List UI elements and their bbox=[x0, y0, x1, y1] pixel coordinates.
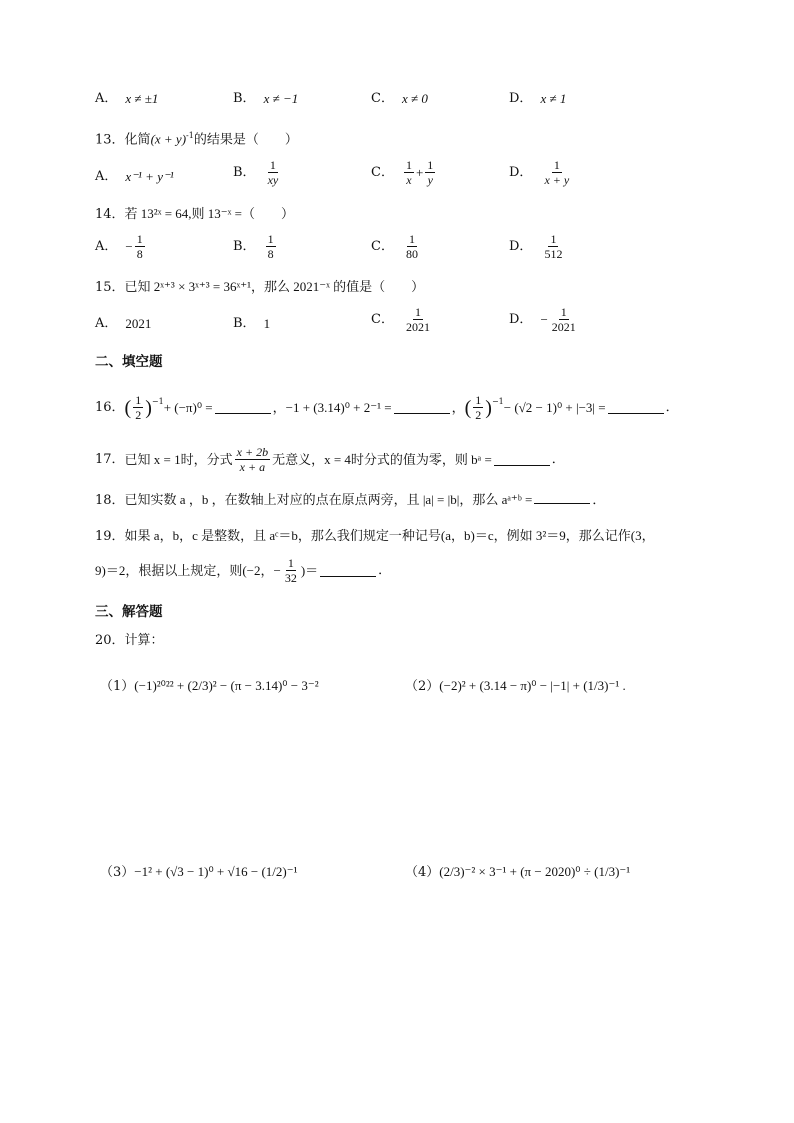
q14-stem: 14．若 13²ˣ = 64,则 13⁻ˣ =（ ） bbox=[95, 206, 294, 222]
q15-options bbox=[95, 305, 715, 341]
q14-option-c[interactable]: C． $\frac{1}{80}$ bbox=[371, 232, 418, 261]
q15-stem: 15．已知 2ˣ⁺³ × 3ˣ⁺³ = 36ˣ⁺¹，那么 2021⁻ˣ 的值是（ ） bbox=[95, 279, 425, 295]
q18: 18．已知实数 a ，b ，在数轴上对应的点在原点两旁，且 |a| = |b|，那么 aᵃ⁺ᵇ = ． bbox=[95, 492, 606, 508]
section-title-fill-in: 二、填空题 bbox=[95, 354, 163, 370]
q12-option-a[interactable]: A． x ≠ ±1 bbox=[95, 91, 159, 106]
q15-option-c[interactable]: C． $\frac{1}{2021}$ bbox=[371, 305, 430, 334]
fraction: $\frac{1}{2021}$ bbox=[551, 305, 576, 334]
fraction: $\frac{1}{2}$ bbox=[475, 393, 482, 422]
q16: 16． ( $\frac{1}{2}$ ) $^{-1}$ + (−π)⁰ = ，−1 + (3.14)⁰ + 2⁻¹ = ， ( $\frac{1}{2}$ ) $^{-1}$ − (√2 − 1)⁰ + |−3| = ． bbox=[95, 393, 679, 422]
q20-part4: （4）(2/3)⁻² × 3⁻¹ + (π − 2020)⁰ ÷ (1/3)⁻¹ bbox=[405, 864, 631, 880]
fraction: $\frac{1}{x}$ bbox=[405, 158, 412, 187]
q15-option-b[interactable]: B． 1 bbox=[233, 316, 271, 331]
q20-stem: 20．计算： bbox=[95, 633, 164, 648]
q13-stem: 13．化简$(x + y)^{-1}$的结果是（ ） bbox=[95, 131, 298, 148]
q15-option-d[interactable]: D． − $\frac{1}{2021}$ bbox=[509, 305, 576, 334]
q12-options bbox=[95, 90, 715, 126]
q14-option-a[interactable]: A． − $\frac{1}{8}$ bbox=[95, 232, 143, 261]
answer-blank[interactable] bbox=[608, 401, 664, 414]
fraction: $\frac{1}{8}$ bbox=[136, 232, 143, 261]
answer-blank[interactable] bbox=[494, 453, 550, 466]
q13-option-d[interactable]: D． $\frac{1}{x + y}$ bbox=[509, 158, 570, 187]
q15-option-a[interactable]: A． 2021 bbox=[95, 316, 152, 331]
q13-option-a[interactable]: A． x⁻¹ + y⁻¹ bbox=[95, 169, 174, 184]
fraction: $\frac{1}{2}$ bbox=[135, 393, 142, 422]
section-title-solve: 三、解答题 bbox=[95, 604, 163, 620]
q12-option-d[interactable]: D． x ≠ 1 bbox=[509, 91, 567, 106]
q12-option-b[interactable]: B． x ≠ −1 bbox=[233, 91, 299, 106]
q13-option-c[interactable]: C． $\frac{1}{x}$ + $\frac{1}{y}$ bbox=[371, 158, 434, 187]
q13-options bbox=[95, 158, 715, 194]
answer-blank[interactable] bbox=[320, 564, 376, 577]
q14-option-b[interactable]: B． $\frac{1}{8}$ bbox=[233, 232, 274, 261]
q13-option-b[interactable]: B． $\frac{1}{xy}$ bbox=[233, 158, 279, 187]
q19-line2: 9)＝2，根据以上规定，则(−2，− $\frac{1}{32}$ )＝ ． bbox=[95, 556, 392, 585]
q14-option-d[interactable]: D． $\frac{1}{512}$ bbox=[509, 232, 563, 261]
q20-part1: （1）(−1)²⁰²² + (2/3)² − (π − 3.14)⁰ − 3⁻² bbox=[100, 678, 319, 694]
fraction: $\frac{1}{xy}$ bbox=[267, 158, 279, 187]
q14-options bbox=[95, 232, 715, 268]
fraction: $\frac{1}{32}$ bbox=[284, 556, 297, 585]
q17: 17． 已知 x = 1时，分式 $\frac{x + 2b}{x + a}$ 无意义，x = 4时分式的值为零，则 bᵃ = ． bbox=[95, 445, 565, 474]
q20-part2: （2）(−2)² + (3.14 − π)⁰ − |−1| + (1/3)⁻¹ . bbox=[405, 678, 626, 694]
q12-option-c[interactable]: C． x ≠ 0 bbox=[371, 91, 428, 106]
fraction: $\frac{1}{8}$ bbox=[267, 232, 274, 261]
fraction: $\frac{1}{80}$ bbox=[405, 232, 418, 261]
q20-part3: （3）−1² + (√3 − 1)⁰ + √16 − (1/2)⁻¹ bbox=[100, 864, 298, 880]
answer-blank[interactable] bbox=[215, 401, 271, 414]
fraction: $\frac{1}{x + y}$ bbox=[544, 158, 570, 187]
fraction: $\frac{1}{y}$ bbox=[427, 158, 434, 187]
fraction: $\frac{1}{512}$ bbox=[544, 232, 563, 261]
fraction: $\frac{1}{2021}$ bbox=[405, 305, 430, 334]
q19-line1: 19．如果 a，b，c 是整数，且 aᶜ＝b，那么我们规定一种记号(a，b)＝c，例如 3²＝9，那么记作(3， bbox=[95, 528, 655, 544]
answer-blank[interactable] bbox=[534, 491, 590, 504]
answer-blank[interactable] bbox=[394, 401, 450, 414]
fraction: $\frac{x + 2b}{x + a}$ bbox=[236, 445, 269, 474]
